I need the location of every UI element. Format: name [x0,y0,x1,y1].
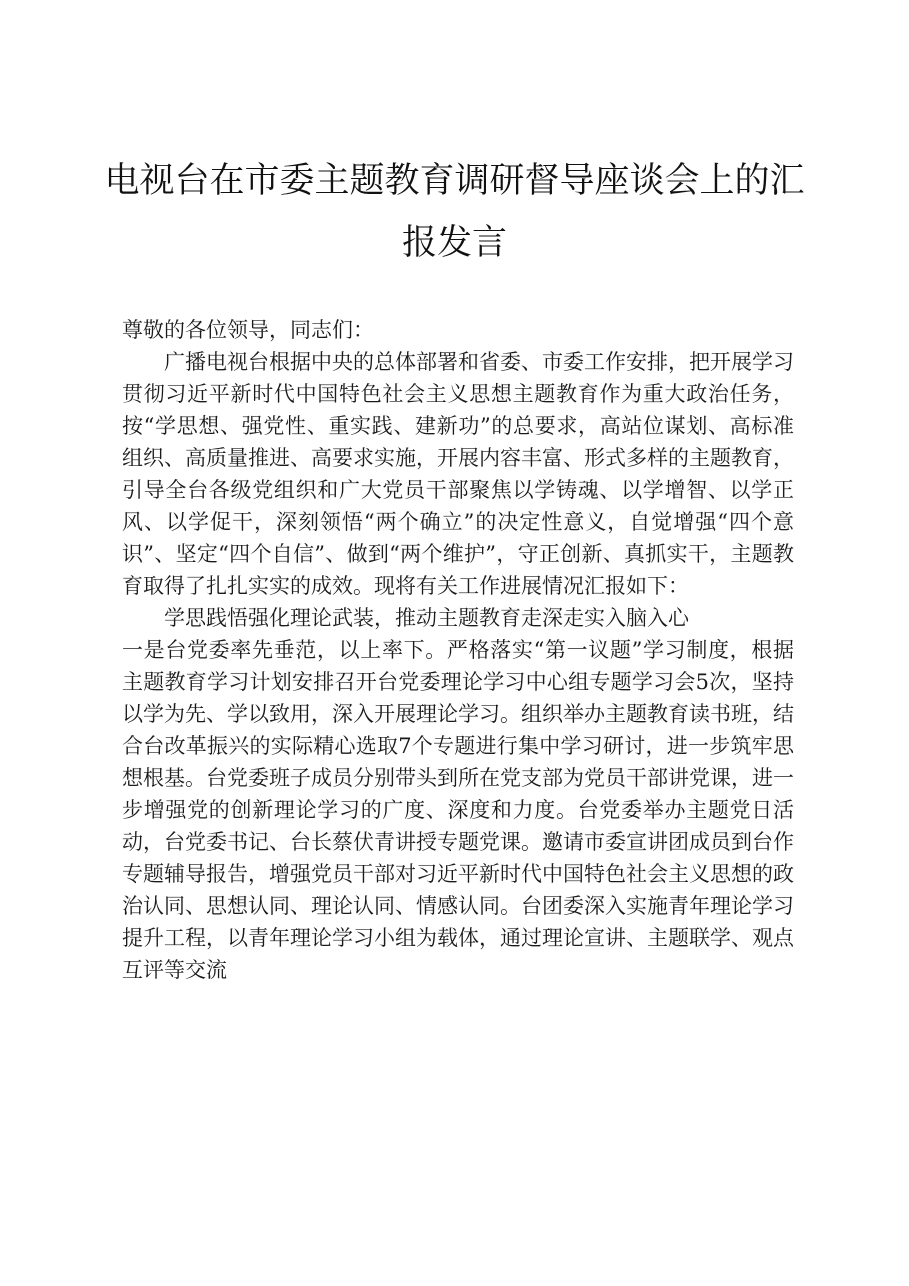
salutation: 尊敬的各位领导，同志们： [122,318,374,342]
section-heading: 学思践悟强化理论武装，推动主题教育走深走实入脑入心 [164,606,689,630]
document-title: 电视台在市委主题教育调研督导座谈会上的汇报发言 [104,161,805,263]
document-body [122,314,794,986]
paragraph-first-point: 一是台党委率先垂范，以上率下。严格落实“第一议题”学习制度，根据主题教育学习计划安排召开台党委理论学习中心组专题学习会5次，坚持以学为先、学以致用，深入开展理论学习。组织举办主题教育读书班，结合台改革振兴的实际精心选取7个专题进行集中学习研讨，进一步筑牢思想根基。台党委班子成员分别带头到所在党支部为党员干部讲党课，进一步增强党的创新理论学习的广度、深度和力度。台党委举办主题党日活动，台党委书记、台长蔡伏青讲授专题党课。邀请市委宣讲团成员到台作专题辅导报告，增强党员干部对习近平新时代中国特色社会主义思想的政治认同、思想认同、理论认同、情感认同。台团委深入实施青年理论学习提升工程，以青年理论学习小组为载体，通过理论宣讲、主题联学、观点互评等交流 [122,638,794,982]
paragraph-intro: 广播电视台根据中央的总体部署和省委、市委工作安排，把开展学习贯彻习近平新时代中国特色社会主义思想主题教育作为重大政治任务，按“学思想、强党性、重实践、建新功”的总要求，高站位谋划、高标准组织、高质量推进、高要求实施，开展内容丰富、形式多样的主题教育，引导全台各级党组织和广大党员干部聚焦以学铸魂、以学增智、以学正风、以学促干，深刻领悟“两个确立”的决定性意义，自觉增强“四个意识”、坚定“四个自信”、做到“两个维护”，守正创新、真抓实干，主题教育取得了扎扎实实的成效。现将有关工作进展情况汇报如下： [122,350,794,598]
